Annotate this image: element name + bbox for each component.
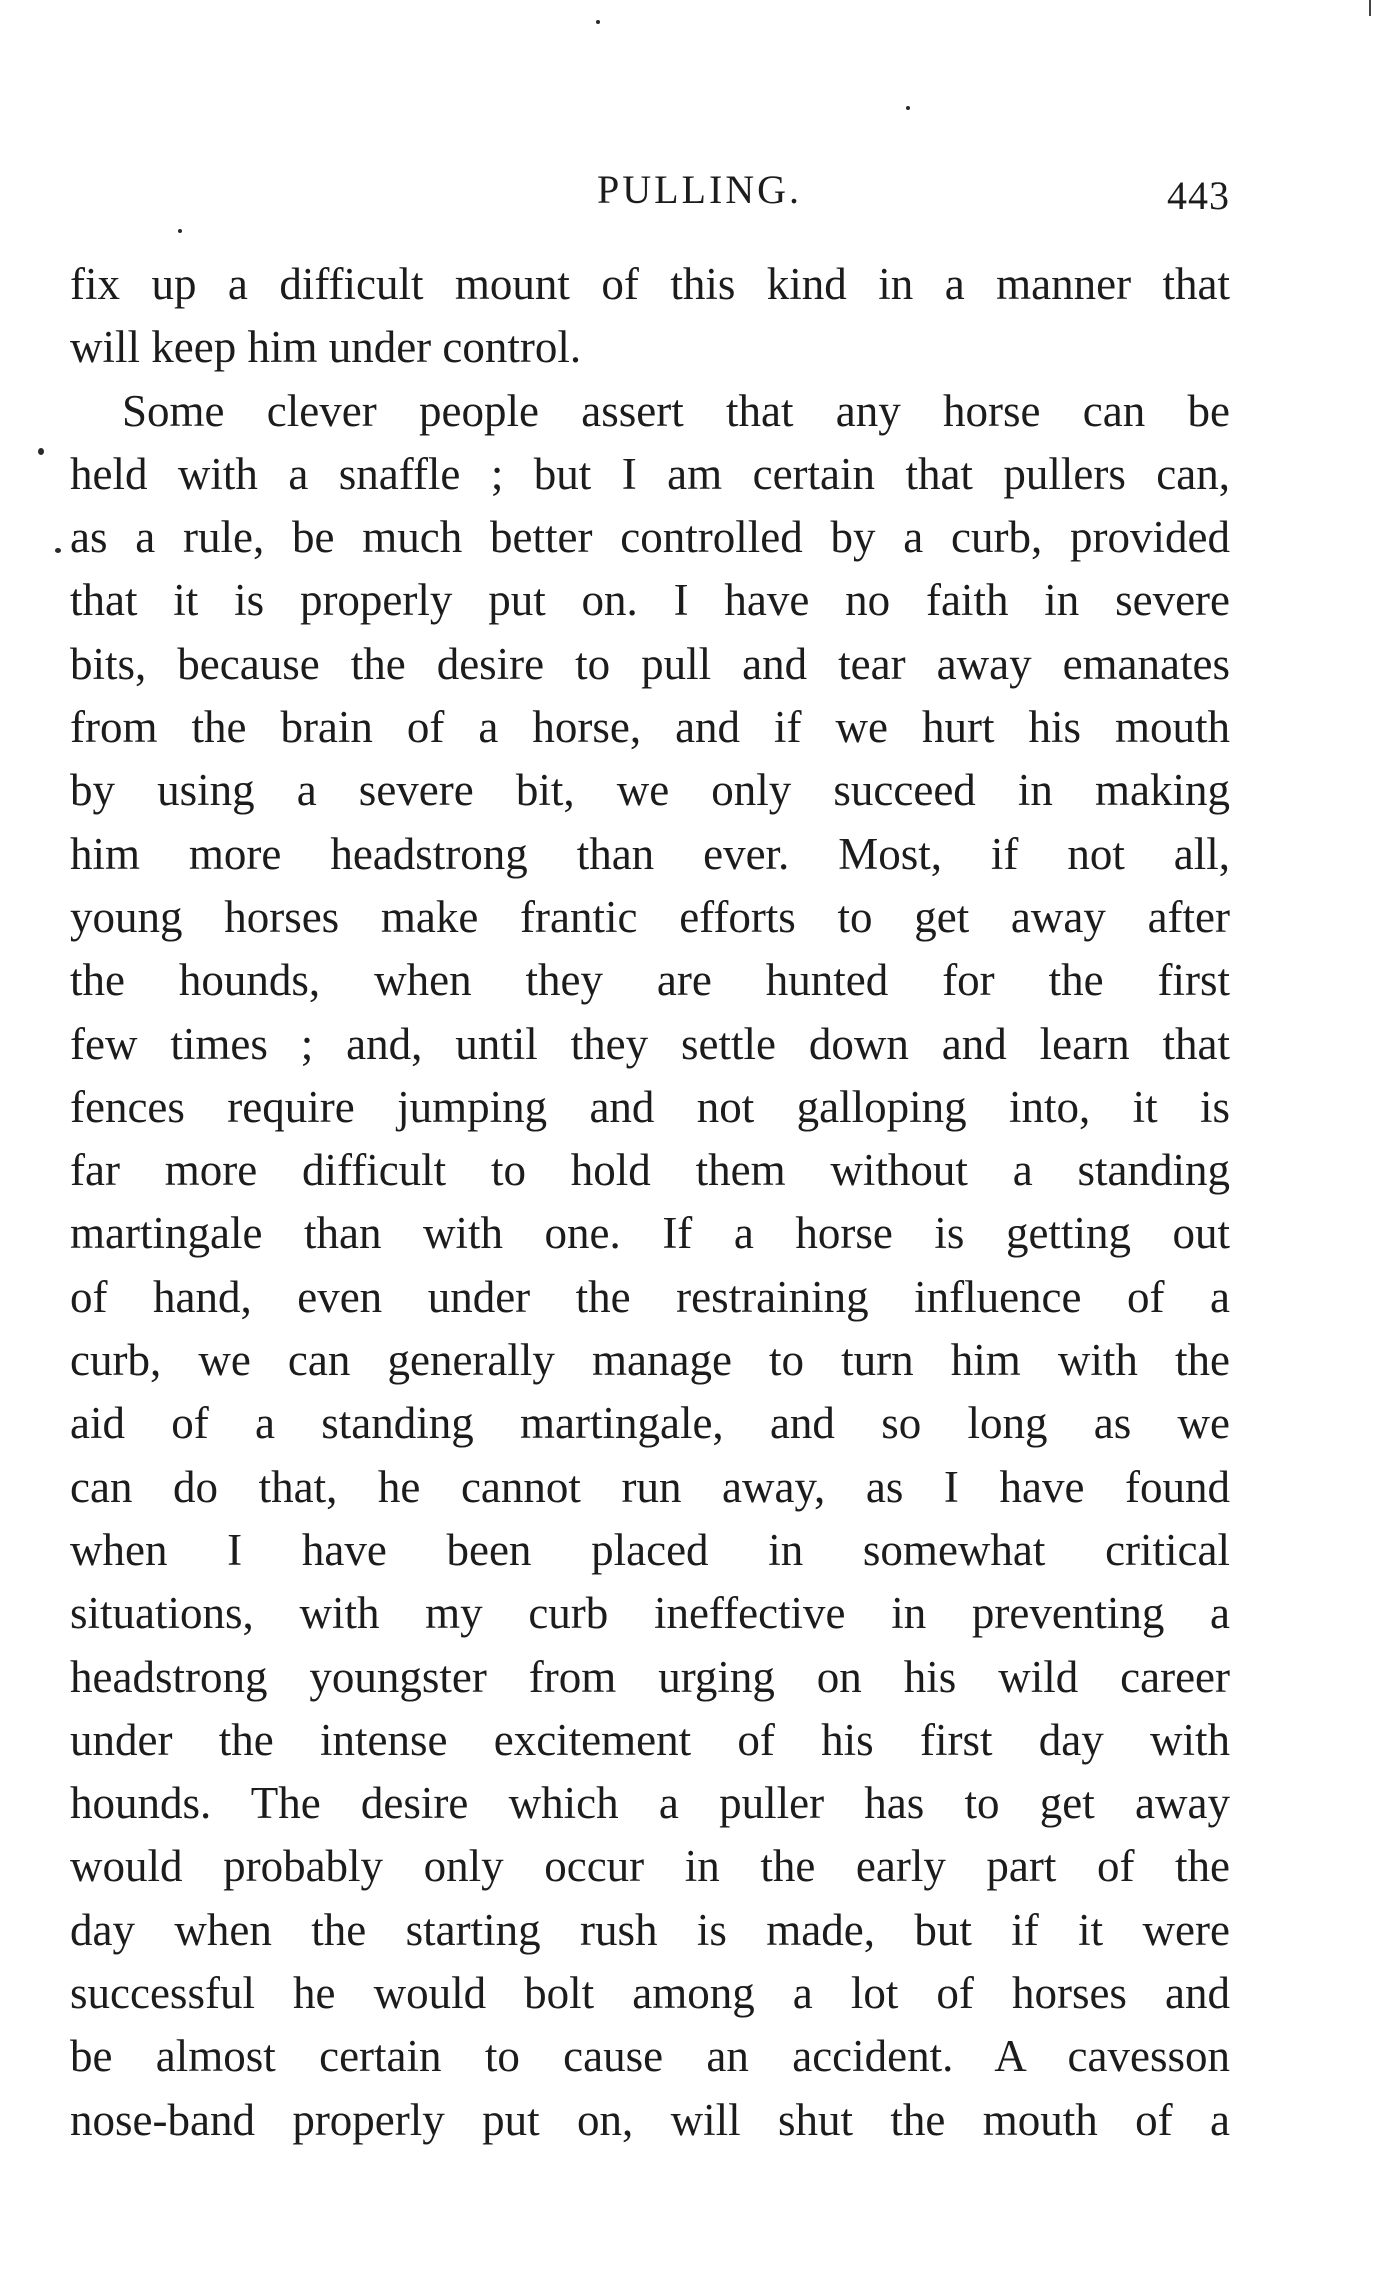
- text-line: will keep him under control.: [70, 322, 582, 373]
- text-line: held with a snaffle ; but I am certain that pullers can,: [70, 448, 1230, 499]
- text-line: young horses make frantic efforts to get away after: [70, 891, 1230, 942]
- text-line: of hand, even under the restraining influence of a: [70, 1271, 1230, 1322]
- text-line: that it is properly put on. I have no faith in severe: [70, 575, 1230, 626]
- text-line: far more difficult to hold them without a standing: [70, 1145, 1230, 1196]
- text-line: successful he would bolt among a lot of horses and: [70, 1968, 1230, 2019]
- text-line: when I have been placed in somewhat critical: [70, 1524, 1230, 1575]
- ink-speck: [906, 106, 910, 110]
- text-line: can do that, he cannot run away, as I have found: [70, 1461, 1230, 1512]
- text-line: from the brain of a horse, and if we hurt his mouth: [70, 702, 1230, 753]
- ink-speck: [55, 548, 61, 553]
- text-line: nose-band properly put on, will shut the mouth of a: [70, 2094, 1230, 2145]
- text-line: situations, with my curb ineffective in preventing a: [70, 1588, 1230, 1639]
- text-line: bits, because the desire to pull and tear away emanates: [70, 638, 1230, 689]
- text-line: would probably only occur in the early part of the: [70, 1841, 1230, 1892]
- text-line: hounds. The desire which a puller has to get away: [70, 1778, 1230, 1829]
- text-line: day when the starting rush is made, but if it were: [70, 1904, 1230, 1955]
- ink-speck: [596, 20, 600, 24]
- text-line: the hounds, when they are hunted for the first: [70, 955, 1230, 1006]
- text-line: martingale than with one. If a horse is getting out: [70, 1208, 1230, 1259]
- text-line: fences require jumping and not galloping into, it is: [70, 1081, 1230, 1132]
- text-line: Some clever people assert that any horse can be: [122, 385, 1230, 436]
- text-line: aid of a standing martingale, and so long as we: [70, 1398, 1230, 1449]
- text-line: few times ; and, until they settle down and learn that: [70, 1018, 1230, 1069]
- text-line: be almost certain to cause an accident. A cavesson: [70, 2031, 1230, 2082]
- text-line: as a rule, be much better controlled by a curb, provided: [70, 512, 1230, 563]
- ink-speck: [38, 448, 44, 455]
- text-line: him more headstrong than ever. Most, if not all,: [70, 828, 1230, 879]
- body-text: [70, 253, 1230, 2152]
- page-number: 443: [1167, 173, 1230, 218]
- text-line: curb, we can generally manage to turn him with the: [70, 1335, 1230, 1386]
- text-line: headstrong youngster from urging on his wild career: [70, 1651, 1230, 1702]
- ink-speck: [178, 229, 182, 233]
- text-line: under the intense excitement of his first day with: [70, 1714, 1230, 1765]
- text-line: by using a severe bit, we only succeed in making: [70, 765, 1230, 816]
- page-edge-mark: [1369, 0, 1371, 16]
- running-head-title: PULLING.: [596, 167, 803, 212]
- text-line: fix up a difficult mount of this kind in a manner that: [70, 259, 1230, 309]
